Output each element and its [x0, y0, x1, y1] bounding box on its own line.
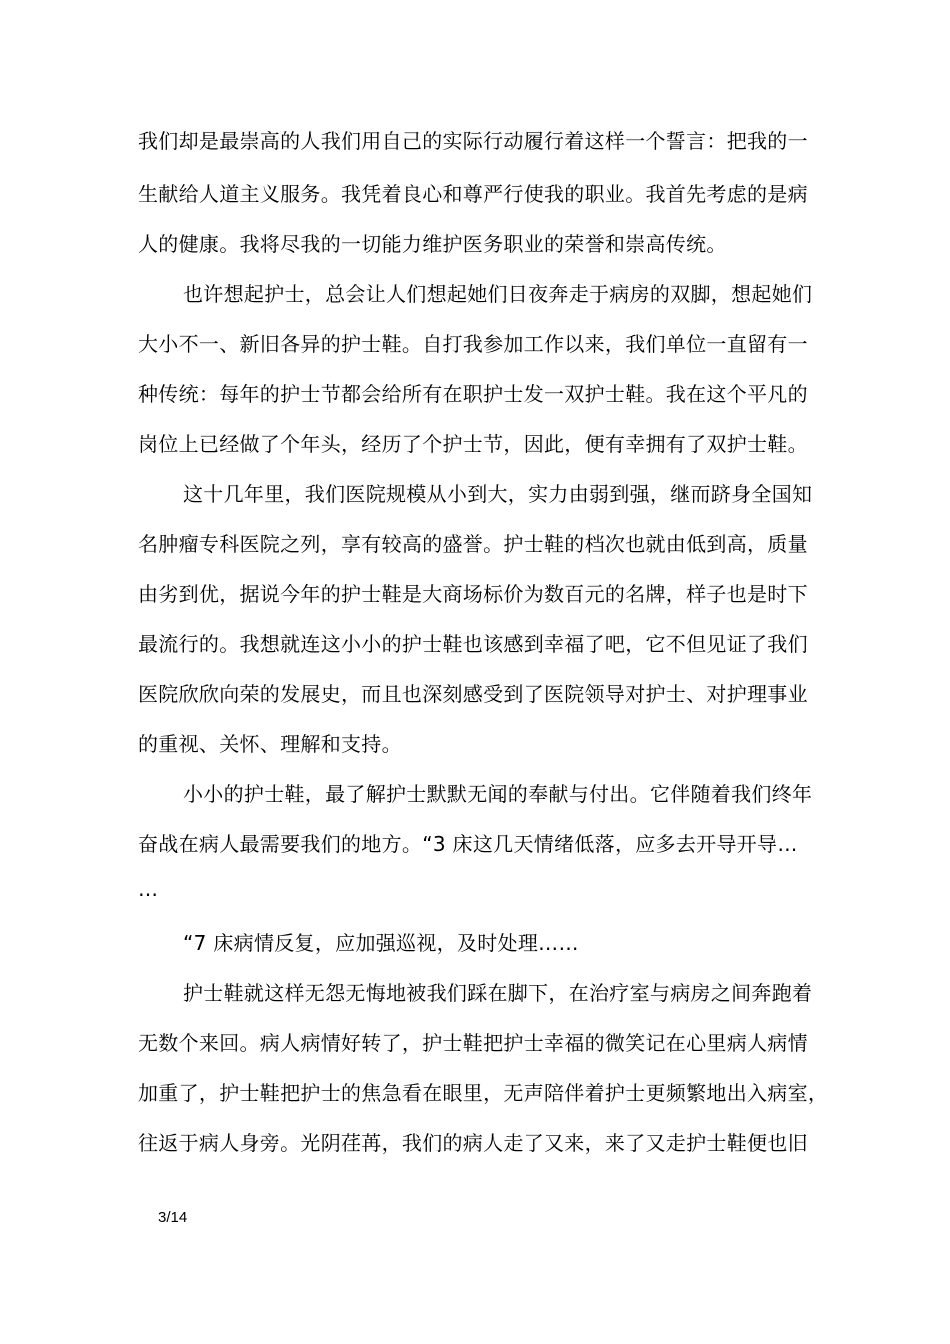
- text-line: 往返于病人身旁。光阴荏苒，我们的病人走了又来，来了又走护士鞋便也旧: [138, 1131, 808, 1155]
- text-line: 种传统：每年的护士节都会给所有在职护士发一双护士鞋。我在这个平凡的: [138, 382, 808, 406]
- text-line: 无数个来回。病人病情好转了，护士鞋把护士幸福的微笑记在心里病人病情: [138, 1031, 808, 1055]
- text-line: 加重了，护士鞋把护士的焦急看在眼里，无声陪伴着护士更频繁地出入病室，: [138, 1081, 829, 1105]
- text-line: 我们却是最崇高的人我们用自己的实际行动履行着这样一个誓言：把我的一: [138, 129, 808, 153]
- paragraph-first-line: “7 床病情反复，应加强巡视，及时处理……: [183, 931, 579, 955]
- text-line: 大小不一、新旧各异的护士鞋。自打我参加工作以来，我们单位一直留有一: [138, 332, 808, 356]
- text-line: …: [138, 877, 159, 901]
- text-line: 岗位上已经做了个年头，经历了个护士节，因此，便有幸拥有了双护士鞋。: [138, 432, 808, 456]
- paragraph-first-line: 这十几年里，我们医院规模从小到大，实力由弱到强，继而跻身全国知: [183, 482, 813, 506]
- text-line: 医院欣欣向荣的发展史，而且也深刻感受到了医院领导对护士、对护理事业: [138, 682, 808, 706]
- text-line: 奋战在病人最需要我们的地方。“3 床这几天情绪低落，应多去开导开导…: [138, 832, 798, 856]
- text-line: 名肿瘤专科医院之列，享有较高的盛誉。护士鞋的档次也就由低到高，质量: [138, 532, 808, 556]
- text-line: 由劣到优，据说今年的护士鞋是大商场标价为数百元的名牌，样子也是时下: [138, 582, 808, 606]
- text-line: 的重视、关怀、理解和支持。: [138, 732, 402, 756]
- text-line: 最流行的。我想就连这小小的护士鞋也该感到幸福了吧，它不但见证了我们: [138, 632, 808, 656]
- paragraph-first-line: 小小的护士鞋，最了解护士默默无闻的奉献与付出。它伴随着我们终年: [183, 782, 813, 806]
- text-line: 生献给人道主义服务。我凭着良心和尊严行使我的职业。我首先考虑的是病: [138, 182, 808, 206]
- text-line: 人的健康。我将尽我的一切能力维护医务职业的荣誉和崇高传统。: [138, 232, 727, 256]
- page-number: 3/14: [158, 1209, 188, 1226]
- paragraph-first-line: 也许想起护士，总会让人们想起她们日夜奔走于病房的双脚，想起她们: [183, 282, 813, 306]
- paragraph-first-line: 护士鞋就这样无怨无悔地被我们踩在脚下，在治疗室与病房之间奔跑着: [183, 981, 813, 1005]
